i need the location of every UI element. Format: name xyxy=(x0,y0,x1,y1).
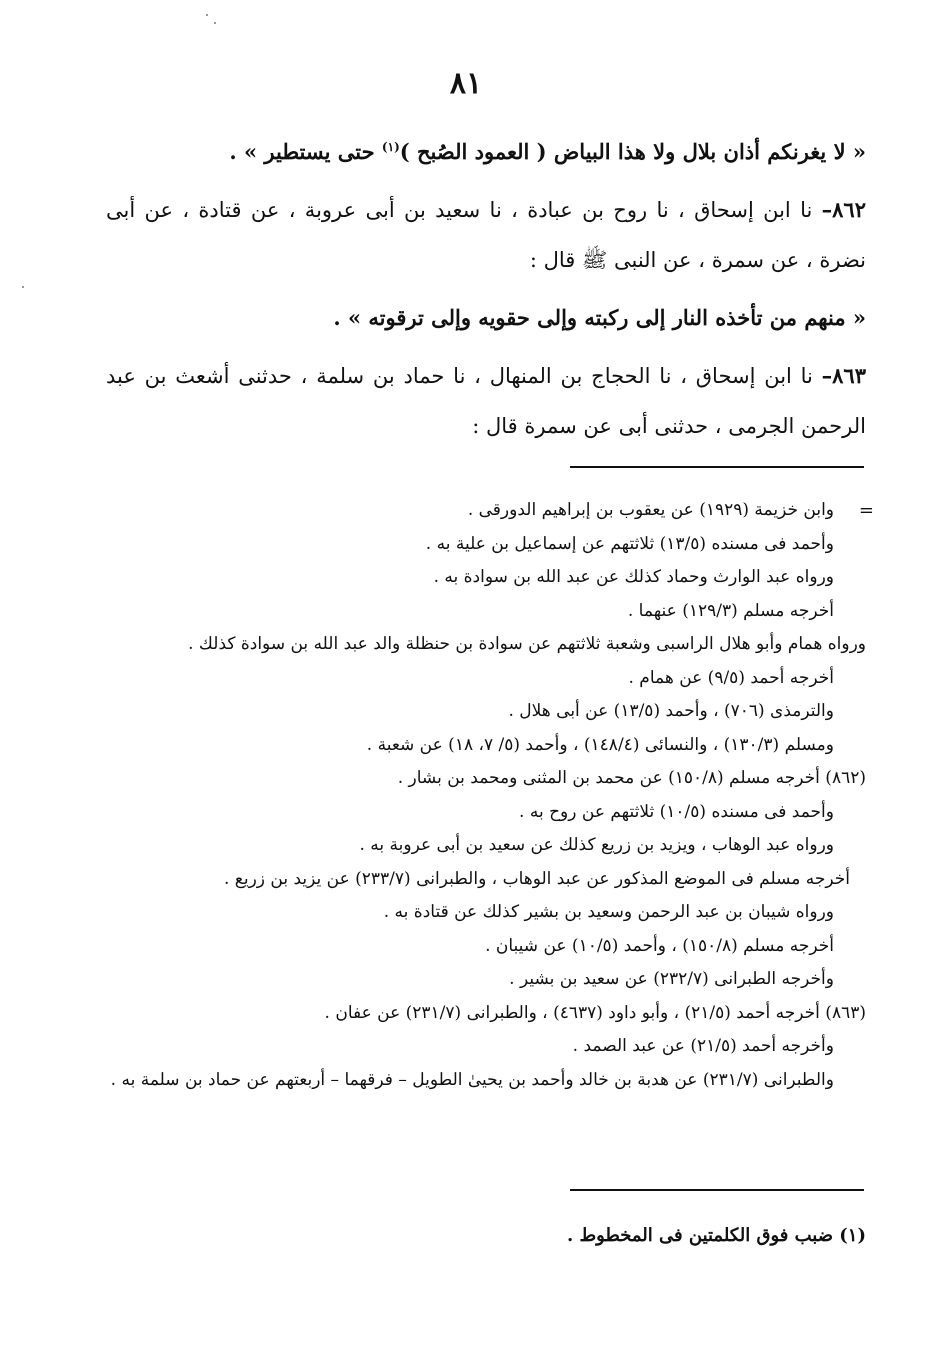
note-line: أخرجه أحمد (٩/٥) عن همام . xyxy=(628,667,834,688)
footnote-separator-rule xyxy=(570,1189,864,1191)
footnote: (١) ضبب فوق الكلمتين فى المخطوط . xyxy=(566,1225,866,1246)
quote-text: « لا يغرنكم أذان بلال ولا هذا البياض ( العمود الصُبح ) xyxy=(399,139,866,164)
note-line: وأخرجه الطبرانى (٢٣٢/٧) عن سعيد بن بشير . xyxy=(509,969,834,989)
quote-text-end: حتى يستطير » . xyxy=(229,139,382,164)
page-number: ٨١ xyxy=(449,66,483,101)
hadith-number: ٨٦٣– xyxy=(821,363,866,388)
note-line: ورواه همام وأبو هلال الراسبى وشعبة ثلاثتهم عن سوادة بن حنظلة والد عبد الله بن سوادة كذلك . xyxy=(188,634,866,654)
note-line: أخرجه مسلم فى الموضع المذكور عن عبد الوهاب ، والطبرانى (٢٣٣/٧) عن يزيد بن زريع . xyxy=(224,868,850,889)
note-line: (٨٦٣) أخرجه أحمد (٢١/٥) ، وأبو داود (٤٦٣٧) ، والطبرانى (٢٣١/٧) عن عفان . xyxy=(324,1002,866,1023)
scan-speck xyxy=(214,22,216,24)
notes-separator-rule xyxy=(570,466,864,468)
hadith-862 xyxy=(106,185,866,285)
note-line: ومسلم (١٣٠/٣) ، والنسائى (١٤٨/٤) ، وأحمد (٥/ ٧، ١٨) عن شعبة . xyxy=(366,734,834,755)
continuation-mark: = xyxy=(858,500,874,521)
hadith-isnad: نا ابن إسحاق ، نا روح بن عبادة ، نا سعيد بن أبى عروبة ، عن قتادة ، عن أبى نضرة ، عن سمرة ، عن النبى ﷺ قال : xyxy=(106,198,866,272)
note-line xyxy=(100,494,874,528)
hadith-863 xyxy=(106,351,866,451)
hadith-number: ٨٦٢– xyxy=(821,197,866,222)
quote-hadith-861-end xyxy=(106,122,866,177)
main-text xyxy=(106,122,866,459)
hadith-isnad: نا ابن إسحاق ، نا الحجاج بن المنهال ، نا حماد بن سلمة ، حدثنى أشعث بن عبد الرحمن الجرمى ، حدثنى أبى عن سمرة قال : xyxy=(106,364,866,438)
note-line: والطبرانى (٢٣١/٧) عن هدبة بن خالد وأحمد بن يحيىٰ الطويل – فرقهما – أربعتهم عن حماد بن سلمة به . xyxy=(110,1069,834,1090)
quote-hadith-862: « منهم من تأخذه النار إلى ركبته وإلى حقويه وإلى ترقوته » . xyxy=(333,305,866,330)
note-line: وأحمد فى مسنده (١٣/٥) ثلاثتهم عن إسماعيل بن علية به . xyxy=(425,533,834,554)
note-line: ورواه عبد الوهاب ، ويزيد بن زريع كذلك عن سعيد بن أبى عروبة به . xyxy=(359,835,834,855)
note-line: وأحمد فى مسنده (١٠/٥) ثلاثتهم عن روح به . xyxy=(519,801,834,822)
note-line: وأخرجه أحمد (٢١/٥) عن عبد الصمد . xyxy=(572,1036,834,1056)
takhrij-notes xyxy=(100,494,874,1097)
note-line: أخرجه مسلم (١٢٩/٣) عنهما . xyxy=(627,600,834,621)
scan-speck xyxy=(22,286,24,288)
note-line: ورواه شيبان بن عبد الرحمن وسعيد بن بشير كذلك عن قتادة به . xyxy=(383,902,834,922)
note-line: والترمذى (٧٠٦) ، وأحمد (١٣/٥) عن أبى هلال . xyxy=(508,701,834,721)
footnote-reference: (١) xyxy=(381,140,400,154)
note-line: (٨٦٢) أخرجه مسلم (١٥٠/٨) عن محمد بن المثنى ومحمد بن بشار . xyxy=(397,768,866,788)
note-line: ورواه عبد الوارث وحماد كذلك عن عبد الله بن سوادة به . xyxy=(433,567,834,587)
note-line-text: وابن خزيمة (١٩٢٩) عن يعقوب بن إبراهيم الدورقى . xyxy=(467,500,834,520)
note-line: أخرجه مسلم (١٥٠/٨) ، وأحمد (١٠/٥) عن شيبان . xyxy=(485,935,834,956)
scan-speck xyxy=(206,14,208,16)
